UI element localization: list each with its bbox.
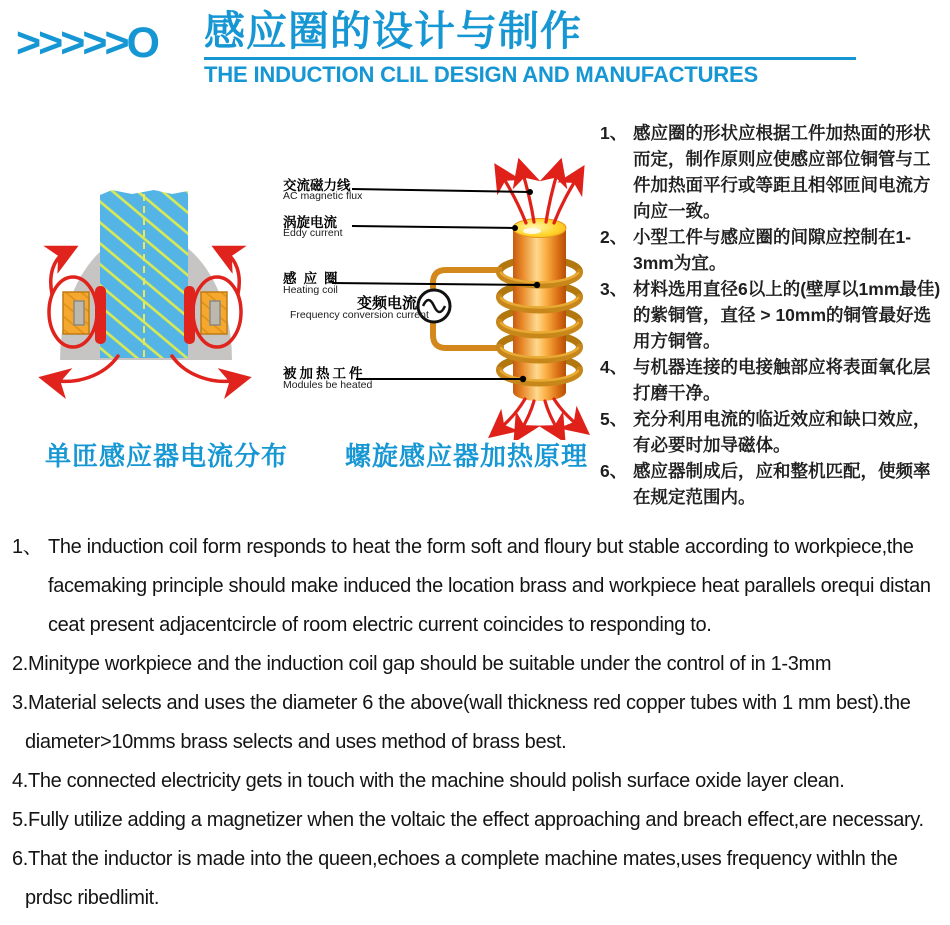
label-eddy-en: Eddy current	[283, 227, 343, 239]
list-item: 2.Minitype workpiece and the induction coil gap should be suitable under the control of in 1-3mm	[12, 653, 832, 675]
list-item: 5.Fully utilize adding a magnetizer when the voltaic the effect approaching and breach effect,are necessary.	[12, 809, 924, 831]
left-figure-caption: 单匝感应器电流分布	[45, 441, 289, 471]
list-item: 1、 The induction coil form responds to heat the form soft and floury but stable according to workpiece,the facemaking principle should make induced the location brass and workpiece heat parallels orequi distan ceat present adjacentcircle of room electric current coincides to responding to.	[12, 536, 931, 636]
right-figure-caption: 螺旋感应器加热原理	[345, 441, 589, 471]
list-item: 4、 与机器连接的电接触部应将表面氧化层打磨干净。	[600, 357, 931, 403]
list-item: 3.Material selects and uses the diameter 6 the above(wall thickness red copper tubes with 1 mm best).the diameter>10mms brass selects and uses method of brass best.	[12, 692, 911, 753]
flux-arrows-bottom	[498, 399, 580, 432]
list-item: 4.The connected electricity gets in touch with the machine should polish surface oxide layer clean.	[12, 770, 845, 792]
flux-arrows-top	[501, 170, 578, 223]
label-workpiece-en: Modules be heated	[283, 379, 373, 391]
english-notes-list	[12, 528, 938, 918]
list-item: 1、 感应圈的形状应根据工件加热面的形状而定，制作原则应使感应部位铜管与工件加热面平行或等距且相邻匝间电流方向应一致。	[600, 123, 931, 221]
title-underline	[204, 57, 856, 60]
list-item: 5、 充分利用电流的临近效应和缺口效应，有必要时加导磁体。	[600, 409, 931, 455]
label-ac-flux-en: AC magnetic flux	[283, 190, 363, 202]
coil-cross-section-right	[201, 292, 227, 334]
label-coil-zh: 感应圈	[283, 271, 345, 286]
header-chevrons: >>>>>O	[16, 19, 158, 67]
list-item: 6、 感应器制成后，应和整机匹配，使频率在规定范围内。	[600, 461, 931, 507]
label-coil-en: Heating coil	[283, 284, 338, 296]
page-title: 感应圈的设计与制作	[204, 8, 582, 54]
label-workpiece-zh: 被加热工件	[283, 366, 366, 381]
list-item: 3、 材料选用直径6以上的(壁厚以1mm最佳)的紫铜管，直径 > 10mm的铜管最好选用方铜管。	[600, 279, 941, 351]
page-subtitle: THE INDUCTION CLIL DESIGN AND MANUFACTURES	[204, 62, 759, 87]
list-item: 6.That the inductor is made into the queen,echoes a complete machine mates,uses frequency withln the prdsc ribedlimit.	[12, 848, 898, 909]
single-turn-inductor-figure	[30, 182, 260, 422]
label-freq-en: Frequency conversion current	[290, 309, 429, 321]
chinese-notes-list	[600, 120, 946, 510]
coil-cross-section-left	[63, 292, 89, 334]
label-freq-zh: 变频电流	[357, 295, 418, 312]
label-ac-flux-zh: 交流磁力线	[283, 178, 351, 193]
label-eddy-zh: 涡旋电流	[283, 215, 337, 230]
list-item: 2、 小型工件与感应圈的间隙应控制在1-3mm为宜。	[600, 227, 912, 273]
